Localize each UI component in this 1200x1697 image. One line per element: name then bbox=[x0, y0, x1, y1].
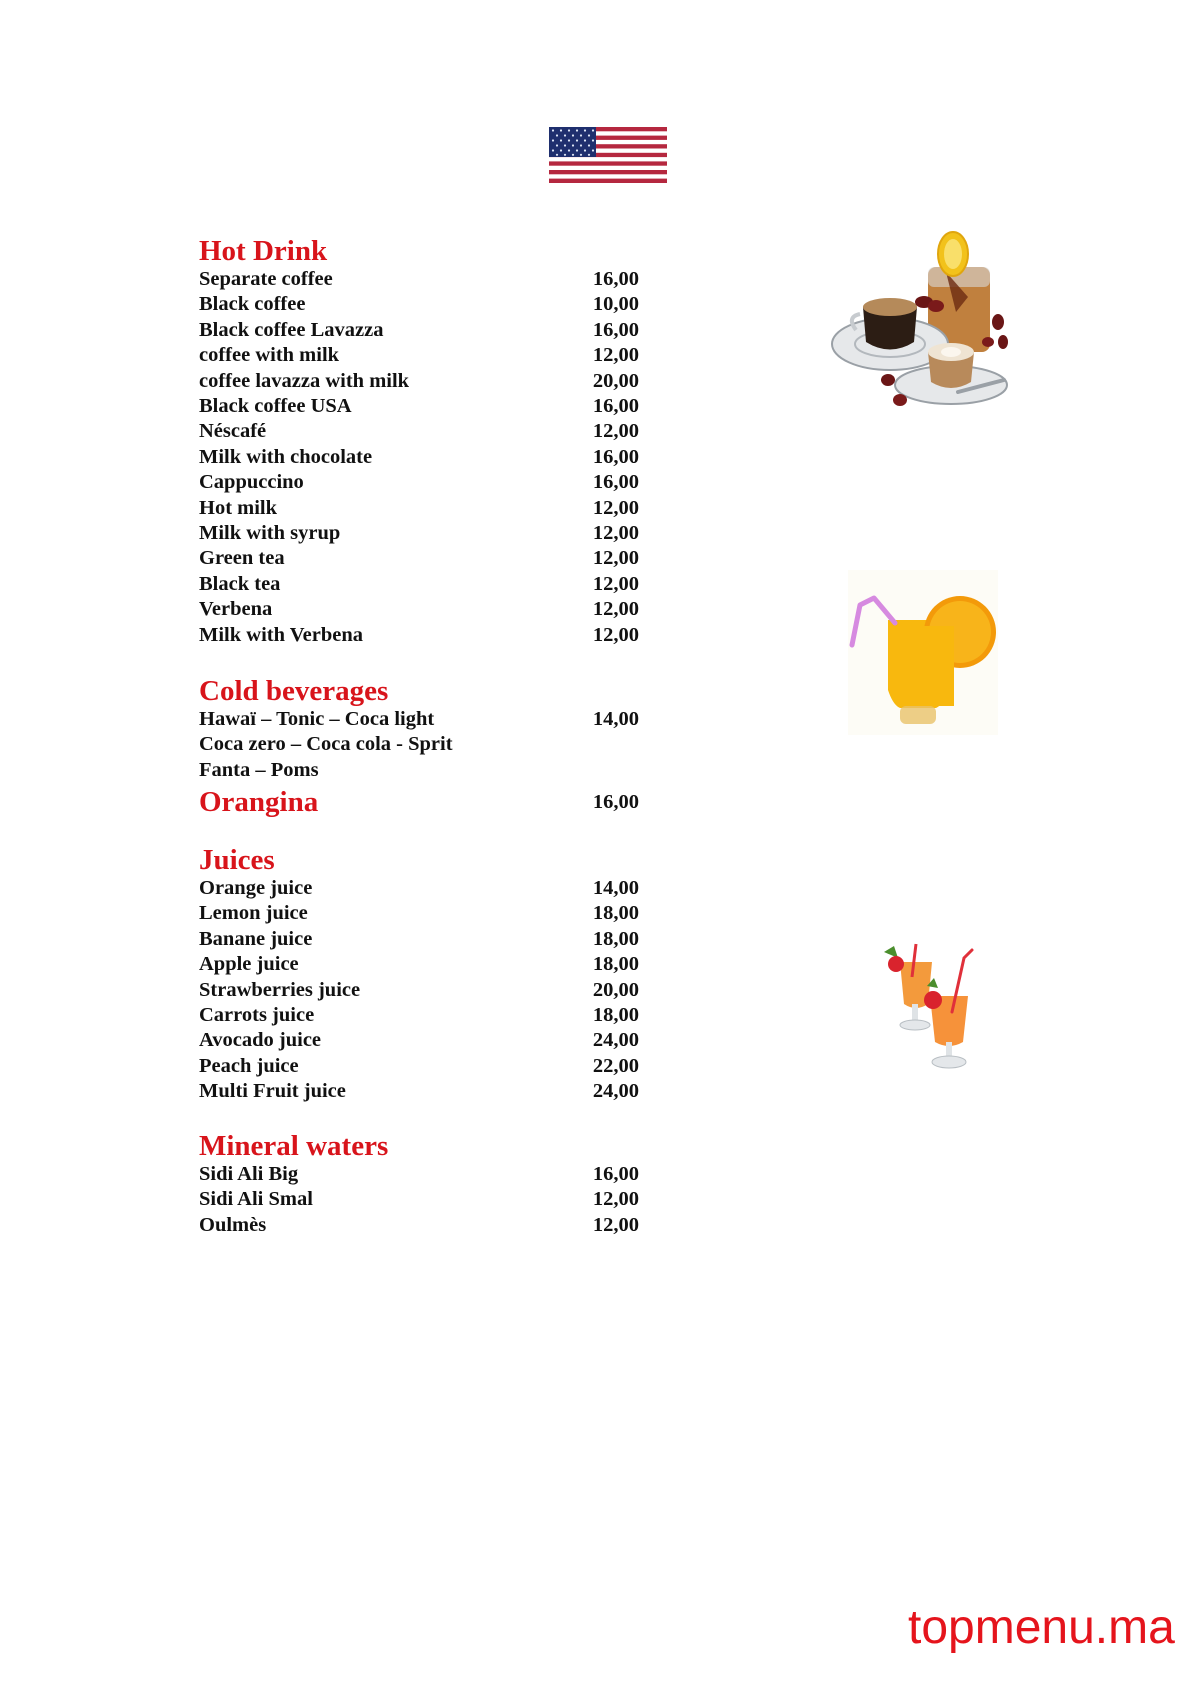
orange-juice-glass-icon bbox=[848, 570, 998, 735]
menu-item bbox=[199, 496, 639, 521]
menu-item bbox=[199, 394, 639, 419]
menu-item bbox=[199, 521, 639, 546]
menu-item bbox=[199, 623, 639, 648]
menu-item-orangina bbox=[199, 786, 639, 818]
menu-item bbox=[199, 572, 639, 597]
item-name: Cappuccino bbox=[199, 471, 304, 494]
item-name: Green tea bbox=[199, 547, 285, 570]
section-title-cold-beverages: Cold beverages bbox=[199, 675, 389, 707]
us-flag-icon bbox=[549, 127, 667, 183]
item-name: Verbena bbox=[199, 598, 273, 621]
item-name: coffee with milk bbox=[199, 344, 340, 367]
item-name: Strawberries juice bbox=[199, 978, 361, 1001]
item-price: 24,00 bbox=[592, 1080, 639, 1103]
item-price: 16,00 bbox=[592, 395, 639, 417]
section-title-mineral-waters: Mineral waters bbox=[199, 1130, 389, 1162]
menu-item bbox=[199, 927, 639, 952]
menu-item bbox=[199, 419, 639, 444]
menu-item bbox=[199, 1162, 639, 1187]
item-name: Milk with chocolate bbox=[199, 445, 373, 468]
item-price: 18,00 bbox=[592, 902, 639, 925]
item-name: Orangina bbox=[199, 786, 319, 818]
item-name: Black coffee USA bbox=[199, 395, 352, 417]
strawberry-juice-glasses-icon bbox=[872, 942, 978, 1072]
item-name: Hot milk bbox=[199, 496, 278, 519]
item-name: Fanta – Poms bbox=[199, 758, 319, 781]
item-name: Coca zero – Coca cola - Sprit bbox=[199, 733, 453, 756]
item-price: 22,00 bbox=[592, 1054, 639, 1077]
menu-item bbox=[199, 978, 639, 1003]
menu-item bbox=[199, 597, 639, 622]
menu-item bbox=[199, 901, 639, 926]
menu-item bbox=[199, 470, 639, 495]
item-price: 20,00 bbox=[592, 369, 639, 392]
item-price: 12,00 bbox=[592, 547, 639, 570]
menu-item bbox=[199, 318, 639, 343]
item-name: Sidi Ali Smal bbox=[199, 1188, 313, 1211]
item-name: Avocado juice bbox=[199, 1029, 322, 1052]
menu-item bbox=[199, 1003, 639, 1028]
item-name: Black coffee bbox=[199, 293, 306, 316]
coffee-tea-cups-icon bbox=[828, 222, 1014, 408]
item-name: Oulmès bbox=[199, 1213, 267, 1236]
item-price: 10,00 bbox=[592, 293, 639, 316]
watermark-logo: topmenu.ma bbox=[908, 1601, 1175, 1654]
item-price: 16,00 bbox=[592, 791, 639, 813]
item-name: Milk with Verbena bbox=[199, 623, 364, 646]
item-name: Black coffee Lavazza bbox=[199, 318, 384, 341]
menu-item bbox=[199, 343, 639, 368]
menu-item bbox=[199, 758, 639, 783]
item-name: Hawaï – Tonic – Coca light bbox=[199, 708, 435, 730]
menu-item bbox=[199, 1028, 639, 1053]
item-price: 12,00 bbox=[592, 1213, 639, 1236]
item-price: 18,00 bbox=[592, 927, 639, 950]
item-price: 12,00 bbox=[592, 598, 639, 621]
item-price: 18,00 bbox=[592, 953, 639, 976]
item-name: Separate coffee bbox=[199, 268, 333, 290]
menu-item bbox=[199, 1079, 639, 1104]
item-name: coffee lavazza with milk bbox=[199, 369, 410, 392]
item-price: 16,00 bbox=[592, 318, 639, 341]
menu-item bbox=[199, 1187, 639, 1212]
section-title-juices: Juices bbox=[199, 844, 275, 876]
item-price: 12,00 bbox=[592, 344, 639, 367]
item-price: 16,00 bbox=[592, 445, 639, 468]
item-name: Orange juice bbox=[199, 877, 313, 899]
item-name: Lemon juice bbox=[199, 902, 308, 925]
item-name: Black tea bbox=[199, 572, 281, 595]
menu-item bbox=[199, 707, 639, 732]
item-price: 16,00 bbox=[592, 471, 639, 494]
item-price: 12,00 bbox=[592, 420, 639, 443]
item-price: 12,00 bbox=[592, 572, 639, 595]
item-price: 16,00 bbox=[592, 1163, 639, 1185]
menu-item bbox=[199, 952, 639, 977]
item-price: 18,00 bbox=[592, 1004, 639, 1026]
item-price: 14,00 bbox=[592, 877, 639, 899]
item-name: Banane juice bbox=[199, 927, 313, 950]
menu-item bbox=[199, 1054, 639, 1079]
item-price: 16,00 bbox=[592, 268, 639, 290]
item-price: 14,00 bbox=[592, 708, 639, 730]
item-name: Carrots juice bbox=[199, 1004, 315, 1026]
item-name: Néscafé bbox=[199, 420, 267, 443]
menu-item bbox=[199, 445, 639, 470]
item-price: 12,00 bbox=[592, 496, 639, 519]
item-price: 20,00 bbox=[592, 978, 639, 1001]
menu-item bbox=[199, 1213, 639, 1238]
item-name: Apple juice bbox=[199, 953, 299, 976]
menu-item bbox=[199, 267, 639, 292]
item-price: 12,00 bbox=[592, 623, 639, 646]
menu-item bbox=[199, 292, 639, 317]
item-name: Peach juice bbox=[199, 1054, 299, 1077]
item-price: 12,00 bbox=[592, 522, 639, 544]
item-price: 12,00 bbox=[592, 1188, 639, 1211]
item-name: Multi Fruit juice bbox=[199, 1080, 346, 1103]
menu-item bbox=[199, 876, 639, 901]
section-title-hot-drink: Hot Drink bbox=[199, 235, 328, 267]
menu-item bbox=[199, 732, 639, 757]
menu-item bbox=[199, 546, 639, 571]
item-price: 24,00 bbox=[592, 1029, 639, 1052]
menu-item bbox=[199, 369, 639, 394]
item-name: Milk with syrup bbox=[199, 522, 341, 544]
item-name: Sidi Ali Big bbox=[199, 1163, 299, 1185]
